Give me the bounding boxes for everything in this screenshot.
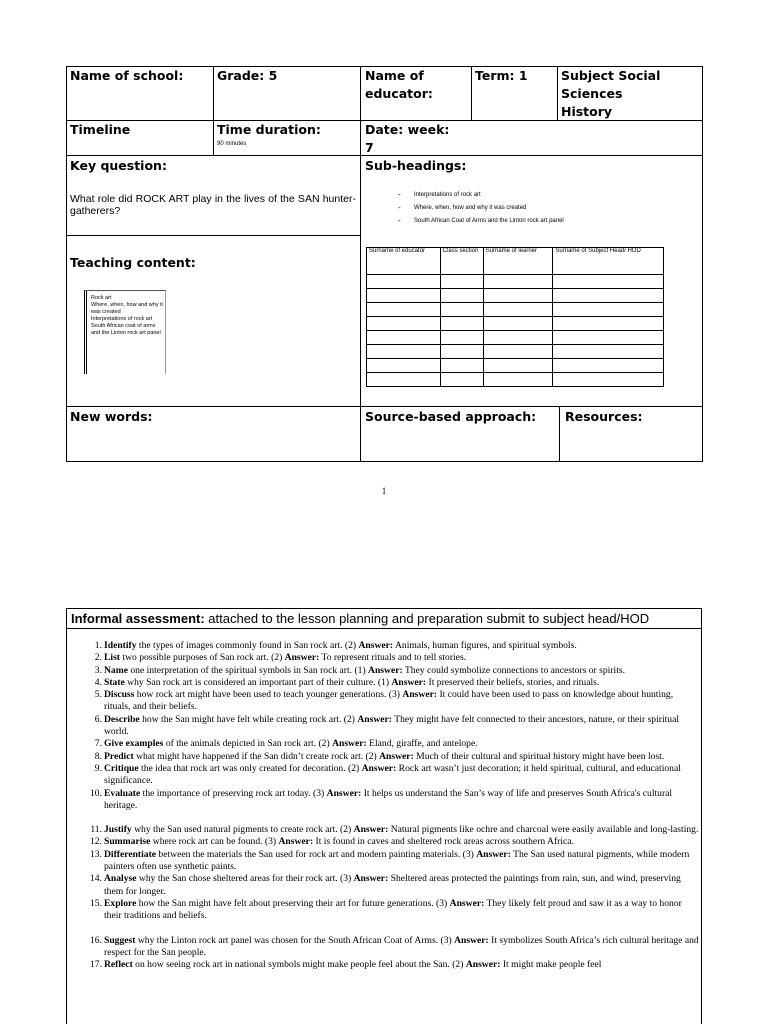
date-label-line: 7	[365, 140, 374, 155]
question-text: between the materials the San used for rock art and modern painting materials. (3)	[156, 848, 477, 860]
question-text: of the animals depicted in San rock art. (2)	[163, 738, 333, 750]
subject-label-line: Subject Social	[561, 68, 661, 83]
answer-label: Answer:	[361, 762, 397, 774]
table-row-divider	[66, 406, 703, 407]
subheading-item: Interpretations of rock art	[414, 192, 481, 198]
question-number: 16.	[90, 934, 102, 946]
question-item	[73, 898, 699, 923]
answer-text: It is found in caves and sheltered rock areas across southern Africa.	[315, 836, 574, 848]
answer-text: It helps us understand the San’s way of life and preserves South Africa's cultural heritage.	[104, 787, 673, 811]
table-col-divider	[559, 406, 560, 462]
answer-label: Answer:	[465, 959, 501, 971]
question-number: 15.	[90, 897, 102, 909]
subject-label-line: History	[561, 104, 613, 119]
answer-label: Answer:	[402, 689, 438, 701]
question-verb: Give examples	[104, 738, 164, 750]
resources-label: Resources:	[565, 409, 643, 424]
bullet-dash: -	[398, 216, 401, 225]
table-border-left	[66, 66, 67, 462]
question-number: 17.	[90, 959, 102, 971]
table-col-divider	[360, 66, 361, 462]
content-line: Where, when, how and why it was created	[91, 302, 163, 315]
question-text: the idea that rock art was only created for decoration. (2)	[138, 762, 362, 774]
answer-label: Answer:	[358, 640, 394, 651]
question-verb: Describe	[104, 713, 140, 725]
content-line: Rock art	[91, 295, 112, 301]
page-number: 1	[381, 486, 387, 496]
signoff-header: Surname of educator	[367, 248, 441, 275]
signoff-row	[367, 345, 664, 359]
table-row-divider	[66, 235, 360, 236]
grade-label: Grade: 5	[217, 68, 278, 83]
school-label: Name of school:	[70, 68, 184, 83]
question-item	[73, 959, 699, 971]
question-item	[73, 935, 699, 960]
answer-label: Answer:	[449, 897, 485, 909]
question-item	[73, 849, 699, 874]
educator-label	[365, 67, 433, 103]
question-verb: Suggest	[104, 934, 136, 946]
new-words-label: New words:	[70, 409, 153, 424]
assessment-box	[66, 608, 702, 1024]
signoff-row	[367, 373, 664, 387]
question-number: 13.	[90, 848, 102, 860]
question-item	[73, 640, 699, 652]
question-verb: Name	[104, 664, 128, 676]
question-text: the types of images commonly found in San rock art. (2)	[136, 640, 359, 651]
question-verb: Summarise	[104, 836, 151, 848]
answer-text: Eland, giraffe, and antelope.	[369, 738, 478, 750]
table-col-divider	[471, 66, 472, 121]
question-text: why the San used natural pigments to create rock art. (2)	[131, 824, 354, 836]
question-number: 3.	[94, 664, 102, 676]
bullet-dash: -	[398, 190, 401, 199]
question-verb: List	[104, 652, 120, 664]
question-verb: Predict	[104, 750, 134, 762]
assessment-heading-bold: Informal assessment:	[71, 611, 205, 626]
question-item	[73, 689, 699, 714]
answer-text: Rock art wasn’t just decoration; it held spiritual, cultural, and educational significance.	[104, 762, 681, 787]
signoff-row	[367, 359, 664, 373]
question-verb: Identify	[104, 640, 137, 651]
answer-text: They likely felt proud and saw it as a way to honor their traditions and beliefs.	[104, 897, 682, 922]
educator-label-line: educator:	[365, 86, 433, 101]
question-number: 5.	[94, 689, 102, 701]
answer-text: To represent rituals and to tell stories.	[321, 652, 467, 664]
question-text: two possible purposes of San rock art. (2)	[120, 652, 285, 664]
answer-text: It could have been used to pass on knowledge about hunting, rituals, and their beliefs.	[104, 689, 674, 713]
table-border-right	[702, 66, 703, 462]
signoff-header: Surname of Subject Head/ HOD	[553, 248, 664, 275]
signoff-header: Class section	[440, 248, 483, 275]
answer-label: Answer:	[278, 836, 314, 848]
question-number: 11.	[90, 824, 102, 836]
question-number: 12.	[90, 836, 102, 848]
answer-label: Answer:	[368, 664, 403, 676]
term-label: Term: 1	[475, 68, 528, 83]
question-text: how rock art might have been used to teach younger generations. (3)	[134, 689, 403, 701]
question-number: 14.	[90, 873, 102, 885]
question-text: one interpretation of the spiritual symbols in San rock art. (1)	[127, 664, 369, 676]
question-item	[73, 836, 699, 848]
question-text: why the Linton rock art panel was chosen for the South African Coat of Arms. (3)	[135, 934, 455, 946]
question-item	[73, 751, 699, 763]
answer-label: Answer:	[326, 787, 362, 799]
assessment-heading-text: attached to the lesson planning and preparation submit to subject head/HOD	[204, 611, 650, 626]
assessment-heading	[71, 611, 649, 627]
subheading-item: Where, when, how and why it was created	[414, 205, 527, 211]
date-label-line: Date: week:	[365, 122, 450, 137]
question-verb: Differentiate	[104, 848, 157, 860]
question-verb: Reflect	[104, 959, 133, 971]
content-line: South African coat of arms and the Linton rock art panel	[91, 323, 161, 336]
content-line: Interpretations of rock art	[91, 316, 153, 322]
signoff-header: Surname of learner	[483, 248, 553, 275]
teaching-content-label: Teaching content:	[70, 255, 196, 270]
assessment-heading-rule	[67, 628, 701, 629]
timeline-label: Timeline	[70, 122, 131, 137]
answer-text: Animals, human figures, and spiritual symbols.	[394, 640, 577, 651]
question-text: why the San chose sheltered areas for their rock art. (3)	[136, 873, 354, 885]
signoff-row	[367, 331, 664, 345]
question-text: why San rock art is considered an important part of their culture. (1)	[124, 676, 392, 688]
question-text: on how seeing rock art in national symbols might make people feel about the San. (2)	[132, 959, 466, 971]
question-item	[73, 824, 699, 836]
signoff-row	[367, 317, 664, 331]
key-question-text: What role did ROCK ART play in the lives of the SAN hunter-gatherers?	[70, 193, 356, 217]
answer-text: They could symbolize connections to ancestors or spirits.	[404, 664, 625, 676]
question-item	[73, 763, 699, 788]
question-verb: Evaluate	[104, 787, 141, 799]
question-number: 4.	[94, 676, 102, 688]
answer-label: Answer:	[379, 750, 414, 762]
question-list	[73, 640, 699, 971]
duration-value: 90 minutes	[217, 141, 247, 147]
subheadings-label: Sub-headings:	[365, 158, 467, 173]
question-text: where rock art can be found. (3)	[150, 836, 279, 848]
question-text: the importance of preserving rock art today. (3)	[140, 787, 327, 799]
question-text: how the San might have felt while creating rock art. (2)	[139, 713, 358, 725]
question-item	[73, 738, 699, 750]
question-item	[73, 677, 699, 689]
question-verb: Analyse	[104, 873, 137, 885]
signoff-row	[367, 275, 664, 289]
signoff-row	[367, 289, 664, 303]
question-verb: Justify	[104, 824, 132, 836]
table-border-bottom	[66, 461, 703, 462]
question-number: 8.	[94, 750, 102, 762]
answer-label: Answer:	[391, 676, 427, 688]
question-text: how the San might have felt about preserving their art for future generations. (3)	[136, 897, 450, 909]
key-question-label: Key question:	[70, 158, 167, 173]
date-label	[365, 121, 449, 157]
table-col-divider	[213, 66, 214, 156]
answer-text: Sheltered areas protected the paintings from rain, sun, and wind, preserving them for longer.	[104, 873, 681, 897]
content-thumbnail	[84, 290, 166, 374]
question-item	[73, 665, 699, 677]
question-item	[73, 873, 699, 898]
subject-label-line: Sciences	[561, 86, 623, 101]
answer-label: Answer:	[357, 713, 392, 725]
question-number: 7.	[94, 738, 102, 750]
question-verb: State	[104, 676, 125, 688]
answer-text: Natural pigments like ochre and charcoal were easily available and long-lasting.	[390, 824, 699, 836]
answer-text: It might make people feel	[502, 959, 602, 971]
bullet-dash: -	[398, 203, 401, 212]
answer-label: Answer:	[332, 738, 367, 750]
answer-text: It symbolizes South Africa’s rich cultural heritage and respect for the San people.	[104, 934, 699, 958]
question-verb: Critique	[104, 762, 139, 774]
source-based-label: Source-based approach:	[365, 409, 537, 424]
duration-label: Time duration:	[217, 122, 321, 137]
question-number: 10.	[90, 787, 102, 799]
question-item	[73, 714, 699, 739]
answer-label: Answer:	[454, 934, 489, 946]
answer-text: Much of their cultural and spiritual history might have been lost.	[416, 750, 665, 762]
signoff-row	[367, 303, 664, 317]
question-item	[73, 788, 699, 813]
question-number: 1.	[94, 640, 102, 651]
educator-label-line: Name of	[365, 68, 424, 83]
answer-label: Answer:	[353, 873, 389, 885]
answer-text: It preserved their beliefs, stories, and rituals.	[428, 676, 600, 688]
question-verb: Explore	[104, 897, 137, 909]
subject-label	[561, 67, 660, 121]
question-text: what might have happened if the San didn’t create rock art. (2)	[133, 750, 380, 762]
question-number: 9.	[94, 762, 102, 774]
question-number: 6.	[94, 713, 102, 725]
subheading-item: South African Coat of Arms and the Linton rock art panel	[414, 218, 564, 224]
table-col-divider	[557, 66, 558, 121]
signoff-header-row	[367, 248, 664, 275]
answer-label: Answer:	[353, 824, 389, 836]
signoff-table	[366, 247, 664, 387]
answer-text: They might have felt connected to their ancestors, nature, or their spiritual world.	[104, 713, 680, 738]
question-verb: Discuss	[104, 689, 135, 701]
question-number: 2.	[94, 652, 102, 664]
answer-label: Answer:	[476, 848, 511, 860]
answer-label: Answer:	[284, 652, 320, 664]
answer-text: The San used natural pigments, while modern painters often use synthetic paints.	[104, 848, 690, 873]
question-item	[73, 652, 699, 664]
